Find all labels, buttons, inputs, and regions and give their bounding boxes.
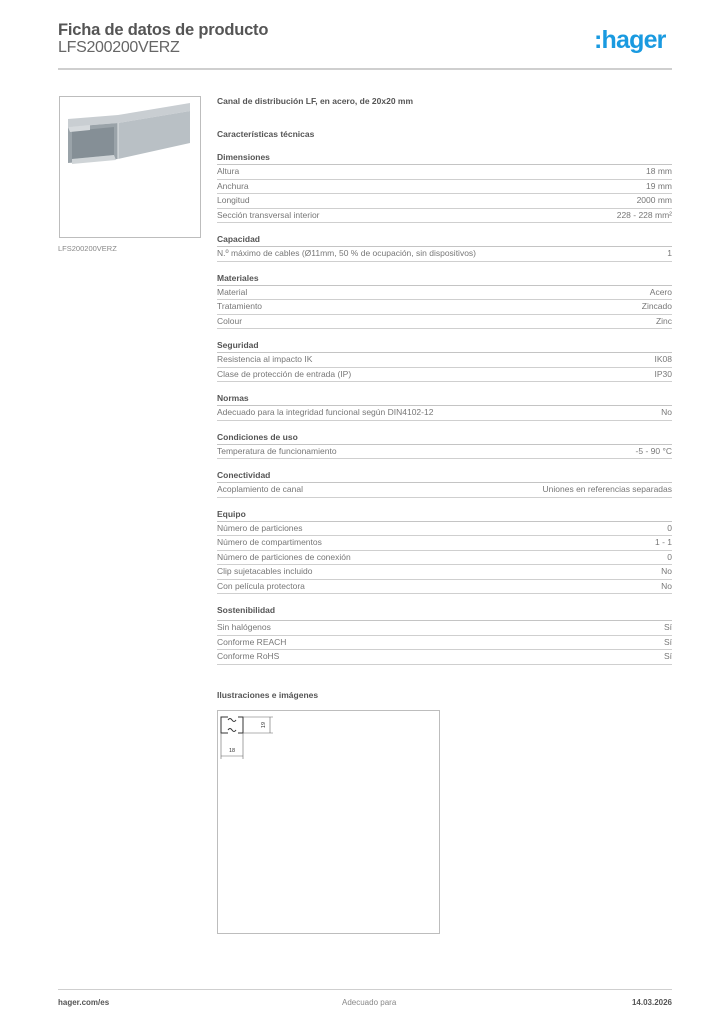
spec-value: 18 mm — [646, 166, 672, 176]
spec-label: Con película protectora — [217, 580, 305, 591]
spec-row — [217, 636, 672, 651]
spec-group-title: Seguridad — [217, 340, 672, 353]
spec-value: 2000 mm — [636, 195, 672, 205]
spec-group-seguridad — [217, 340, 672, 382]
spec-value: No — [661, 566, 672, 576]
spec-label: N.º máximo de cables (Ø11mm, 50 % de ocupación, sin dispositivos) — [217, 248, 477, 258]
spec-value: Zinc — [655, 315, 672, 326]
spec-label: Acoplamiento de canal — [217, 484, 304, 494]
spec-row — [217, 580, 672, 595]
spec-label: Clip sujetacables incluido — [217, 566, 313, 576]
spec-value: 1 - 1 — [654, 537, 672, 547]
spec-row — [217, 286, 672, 301]
spec-value: Zincado — [641, 301, 672, 311]
spec-label: Longitud — [217, 195, 250, 205]
spec-group-title: Conectividad — [217, 470, 672, 483]
spec-group-sostenibilidad — [217, 605, 672, 665]
spec-group-title: Equipo — [217, 509, 672, 522]
hager-logo: :hager — [594, 26, 666, 54]
spec-group-title: Capacidad — [217, 234, 672, 247]
spec-row — [217, 180, 672, 195]
footer-website: hager.com/es — [58, 998, 110, 1007]
spec-row — [217, 406, 672, 421]
spec-group-condiciones-de-uso — [217, 432, 672, 460]
footer-middle-text: Adecuado para — [342, 998, 397, 1007]
spec-value: No — [661, 580, 672, 591]
spec-label: Colour — [217, 315, 243, 326]
spec-group-materiales — [217, 273, 672, 330]
spec-row — [217, 551, 672, 566]
product-image-caption: LFS200200VERZ — [58, 244, 117, 253]
height-dimension-label: 19 — [261, 721, 267, 729]
width-dimension-label: 18 — [228, 748, 236, 754]
spec-row — [217, 194, 672, 209]
spec-group-title: Condiciones de uso — [217, 432, 672, 445]
spec-row — [217, 650, 672, 665]
footer-divider — [58, 989, 672, 990]
product-code: LFS200200VERZ — [58, 39, 180, 56]
spec-label: Número de particiones de conexión — [217, 551, 351, 562]
spec-row — [217, 247, 672, 262]
spec-value: Sí — [663, 651, 672, 661]
spec-label: Conforme RoHS — [217, 651, 280, 661]
spec-value: No — [661, 407, 672, 417]
spec-value: Sí — [663, 636, 672, 647]
spec-label: Sección transversal interior — [217, 209, 320, 220]
spec-row — [217, 445, 672, 460]
spec-value: IP30 — [654, 368, 672, 379]
spec-group-dimensiones — [217, 152, 672, 223]
spec-value: IK08 — [654, 354, 672, 364]
spec-label: Número de particiones — [217, 522, 303, 533]
spec-value: Acero — [649, 286, 672, 297]
spec-value: 228 - 228 mm² — [616, 209, 672, 220]
spec-value: Sí — [663, 622, 672, 632]
spec-label: Resistencia al impacto IK — [217, 354, 313, 364]
product-description: Canal de distribución LF, en acero, de 20x20 mm — [217, 96, 414, 106]
spec-row — [217, 522, 672, 537]
spec-row — [217, 353, 672, 368]
spec-group-conectividad — [217, 470, 672, 498]
spec-label: Conforme REACH — [217, 636, 287, 647]
cross-section-drawing-icon — [218, 711, 439, 933]
spec-row — [217, 565, 672, 580]
spec-label: Material — [217, 286, 248, 297]
spec-row — [217, 536, 672, 551]
spec-group-capacidad — [217, 234, 672, 262]
cable-trunking-icon — [60, 97, 200, 237]
spec-row — [217, 209, 672, 224]
spec-value: 19 mm — [646, 180, 672, 191]
spec-label: Altura — [217, 166, 240, 176]
spec-group-normas — [217, 393, 672, 421]
footer-date: 14.03.2026 — [631, 998, 672, 1007]
spec-row — [217, 621, 672, 636]
spec-row — [217, 315, 672, 330]
document-title: Ficha de datos de producto — [58, 21, 269, 39]
header-divider — [58, 68, 672, 70]
spec-row — [217, 368, 672, 383]
spec-label: Sin halógenos — [217, 622, 271, 632]
spec-value: 0 — [667, 551, 672, 562]
spec-value: 0 — [667, 522, 672, 533]
product-details — [217, 96, 672, 665]
spec-label: Número de compartimentos — [217, 537, 322, 547]
illustrations-title: Ilustraciones e imágenes — [217, 690, 319, 700]
spec-group-title: Dimensiones — [217, 152, 672, 165]
spec-label: Temperatura de funcionamiento — [217, 445, 337, 456]
spec-label: Clase de protección de entrada (IP) — [217, 368, 352, 379]
technical-characteristics-title: Características técnicas — [217, 129, 315, 139]
spec-group-equipo — [217, 509, 672, 595]
spec-row — [217, 483, 672, 498]
spec-group-title: Normas — [217, 393, 672, 406]
spec-row — [217, 300, 672, 315]
spec-label: Anchura — [217, 180, 249, 191]
spec-row — [217, 165, 672, 180]
spec-value: 1 — [667, 248, 672, 258]
product-image — [59, 96, 201, 238]
spec-label: Tratamiento — [217, 301, 263, 311]
technical-drawing — [217, 710, 440, 934]
spec-value: Uniones en referencias separadas — [542, 484, 672, 494]
spec-label: Adecuado para la integridad funcional según DIN4102-12 — [217, 407, 434, 417]
spec-value: -5 - 90 °C — [635, 445, 672, 456]
spec-group-title: Sostenibilidad — [217, 605, 672, 621]
spec-group-title: Materiales — [217, 273, 672, 286]
